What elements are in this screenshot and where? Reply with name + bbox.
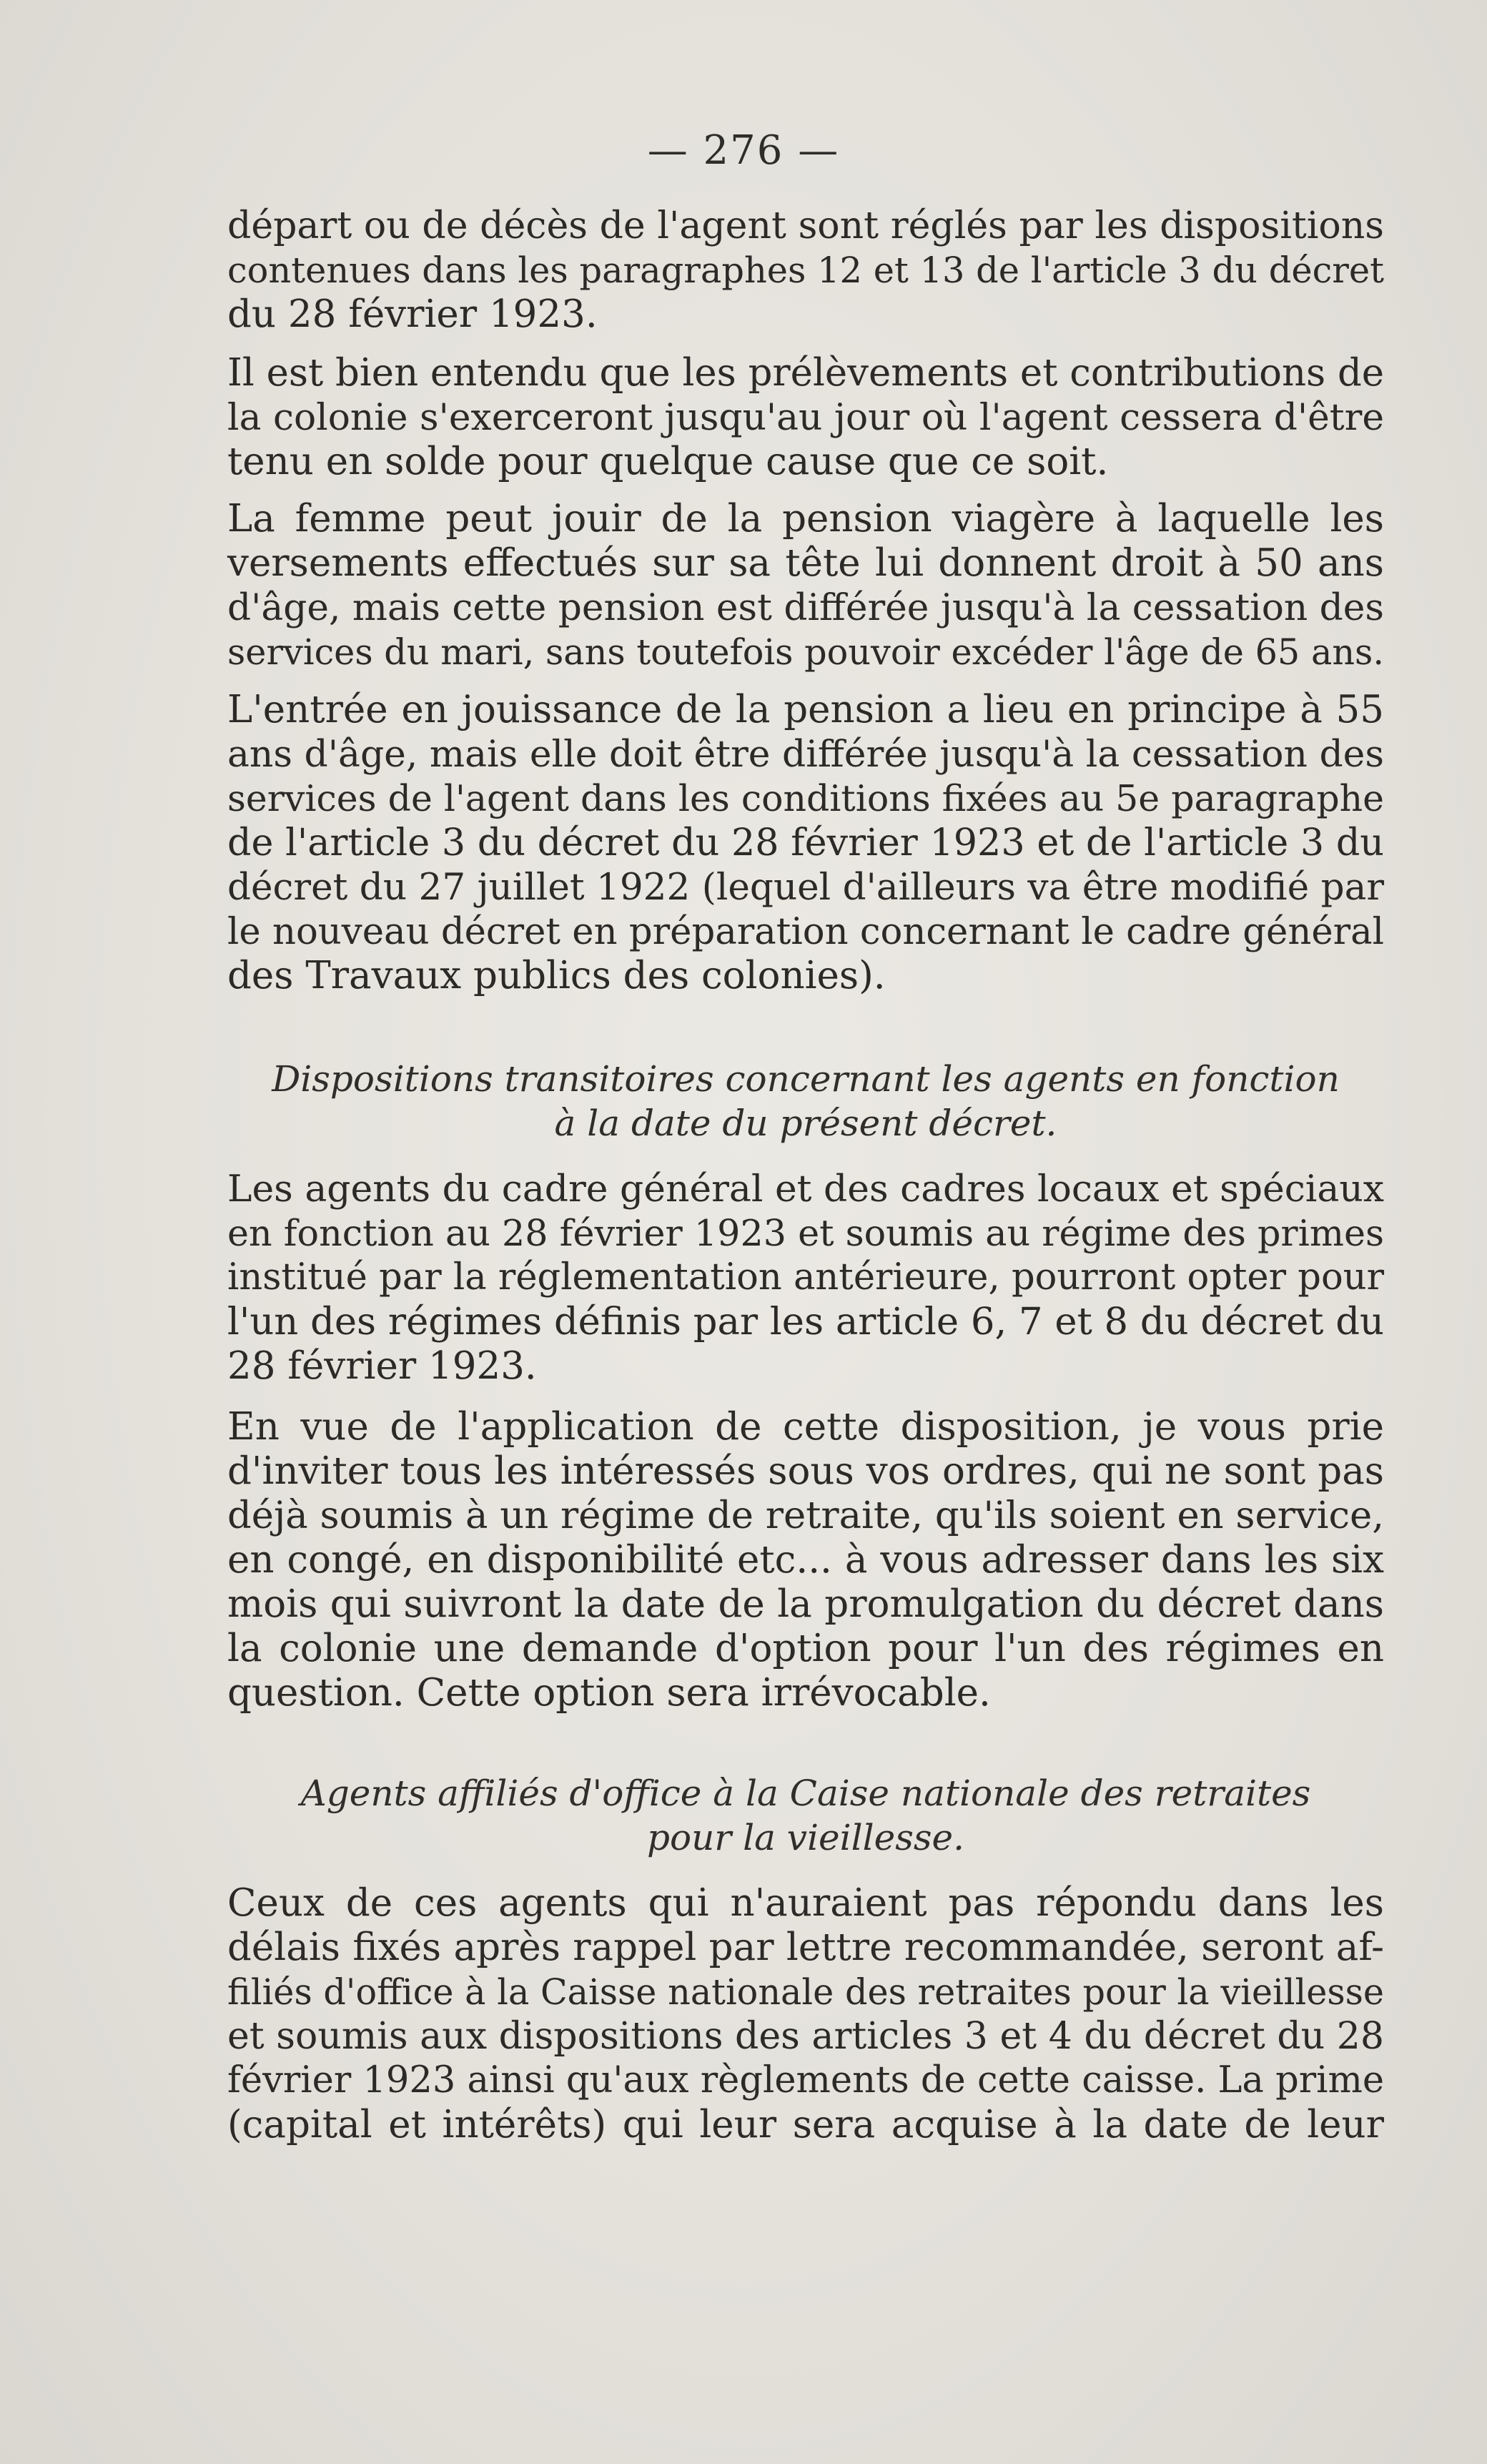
- page-number: — 276 —: [647, 127, 840, 174]
- text-line: délais fixés après rappel par lettre recommandée, seront af-: [227, 1926, 1384, 1969]
- text-line: du 28 février 1923.: [227, 292, 598, 336]
- heading-line: Agents affiliés d'office à la Caise nationale des retraites: [300, 1773, 1311, 1814]
- text-line: et soumis aux dispositions des articles 3 et 4 du décret du 28: [227, 2015, 1384, 2058]
- paragraph-application: [227, 1405, 1384, 1715]
- text-line: d'inviter tous les intéressés sous vos ordres, qui ne sont pas: [227, 1449, 1384, 1493]
- text-line: d'âge, mais cette pension est différée jusqu'à la cessation des: [227, 586, 1384, 629]
- text-line: Ceux de ces agents qui n'auraient pas répondu dans les: [227, 1881, 1384, 1925]
- text-line: la colonie une demande d'option pour l'un des régimes en: [227, 1627, 1384, 1670]
- text-line: des Travaux publics des colonies).: [227, 954, 886, 997]
- text-line: institué par la réglementation antérieure, pourront opter pour: [227, 1256, 1385, 1298]
- paragraph-pension-entry: [227, 688, 1384, 998]
- text-line: Il est bien entendu que les prélèvements et contributions de: [227, 351, 1385, 395]
- text-line: en congé, en disponibilité etc... à vous adresser dans les six: [227, 1538, 1384, 1582]
- text-line: En vue de l'application de cette disposition, je vous prie: [227, 1405, 1384, 1449]
- text-line: services de l'agent dans les conditions fixées au 5e paragraphe: [227, 777, 1384, 819]
- text-line: contenues dans les paragraphes 12 et 13 de l'article 3 du décret: [227, 250, 1384, 291]
- text-line: 28 février 1923.: [227, 1344, 537, 1388]
- text-line: déjà soumis à un régime de retraite, qu'ils soient en service,: [227, 1494, 1384, 1537]
- paragraph-unanswered-agents: [227, 1881, 1384, 2147]
- paragraph-departure-or-death: [227, 204, 1384, 337]
- paragraph-colony-contributions: [227, 351, 1384, 484]
- section-heading-affiliated-agents: [227, 1771, 1384, 1860]
- text-line: ans d'âge, mais elle doit être différée jusqu'à la cessation des: [227, 733, 1384, 776]
- paragraph-wife-pension: [227, 497, 1384, 674]
- text-line: l'un des régimes définis par les article 6, 7 et 8 du décret du: [227, 1300, 1384, 1344]
- heading-line: à la date du présent décret.: [554, 1103, 1057, 1144]
- text-line: versements effectués sur sa tête lui donnent droit à 50 ans: [227, 541, 1384, 585]
- text-line: mois qui suivront la date de la promulgation du décret dans: [227, 1582, 1384, 1626]
- text-line: La femme peut jouir de la pension viagère à laquelle les: [227, 497, 1384, 541]
- text-line: tenu en solde pour quelque cause que ce soit.: [227, 440, 1109, 483]
- section-heading-transitional-provisions: [227, 1057, 1384, 1145]
- text-line: Les agents du cadre général et des cadres locaux et spéciaux: [227, 1168, 1384, 1211]
- text-line: février 1923 ainsi qu'aux règlements de cette caisse. La prime: [227, 2059, 1385, 2101]
- text-line: décret du 27 juillet 1922 (lequel d'ailleurs va être modifié par: [227, 866, 1384, 909]
- text-line: en fonction au 28 février 1923 et soumis au régime des primes: [227, 1212, 1384, 1254]
- text-line: question. Cette option sera irrévocable.: [227, 1671, 991, 1715]
- heading-line: Dispositions transitoires concernant les agents en fonction: [272, 1058, 1340, 1100]
- text-line: (capital et intérêts) qui leur sera acquise à la date de leur: [227, 2103, 1384, 2147]
- text-line: filiés d'office à la Caisse nationale des retraites pour la vieillesse: [227, 1971, 1384, 2013]
- text-line: de l'article 3 du décret du 28 février 1923 et de l'article 3 du: [227, 821, 1384, 864]
- text-line: services du mari, sans toutefois pouvoir excéder l'âge de 65 ans.: [227, 631, 1384, 673]
- paragraph-agents-option: [227, 1167, 1384, 1389]
- text-line: L'entrée en jouissance de la pension a lieu en principe à 55: [227, 688, 1384, 731]
- text-line: le nouveau décret en préparation concernant le cadre général: [227, 910, 1385, 953]
- text-line: la colonie s'exerceront jusqu'au jour où l'agent cessera d'être: [227, 396, 1384, 439]
- heading-line: pour la vieillesse.: [647, 1817, 964, 1858]
- text-line: départ ou de décès de l'agent sont réglés par les dispositions: [227, 204, 1384, 247]
